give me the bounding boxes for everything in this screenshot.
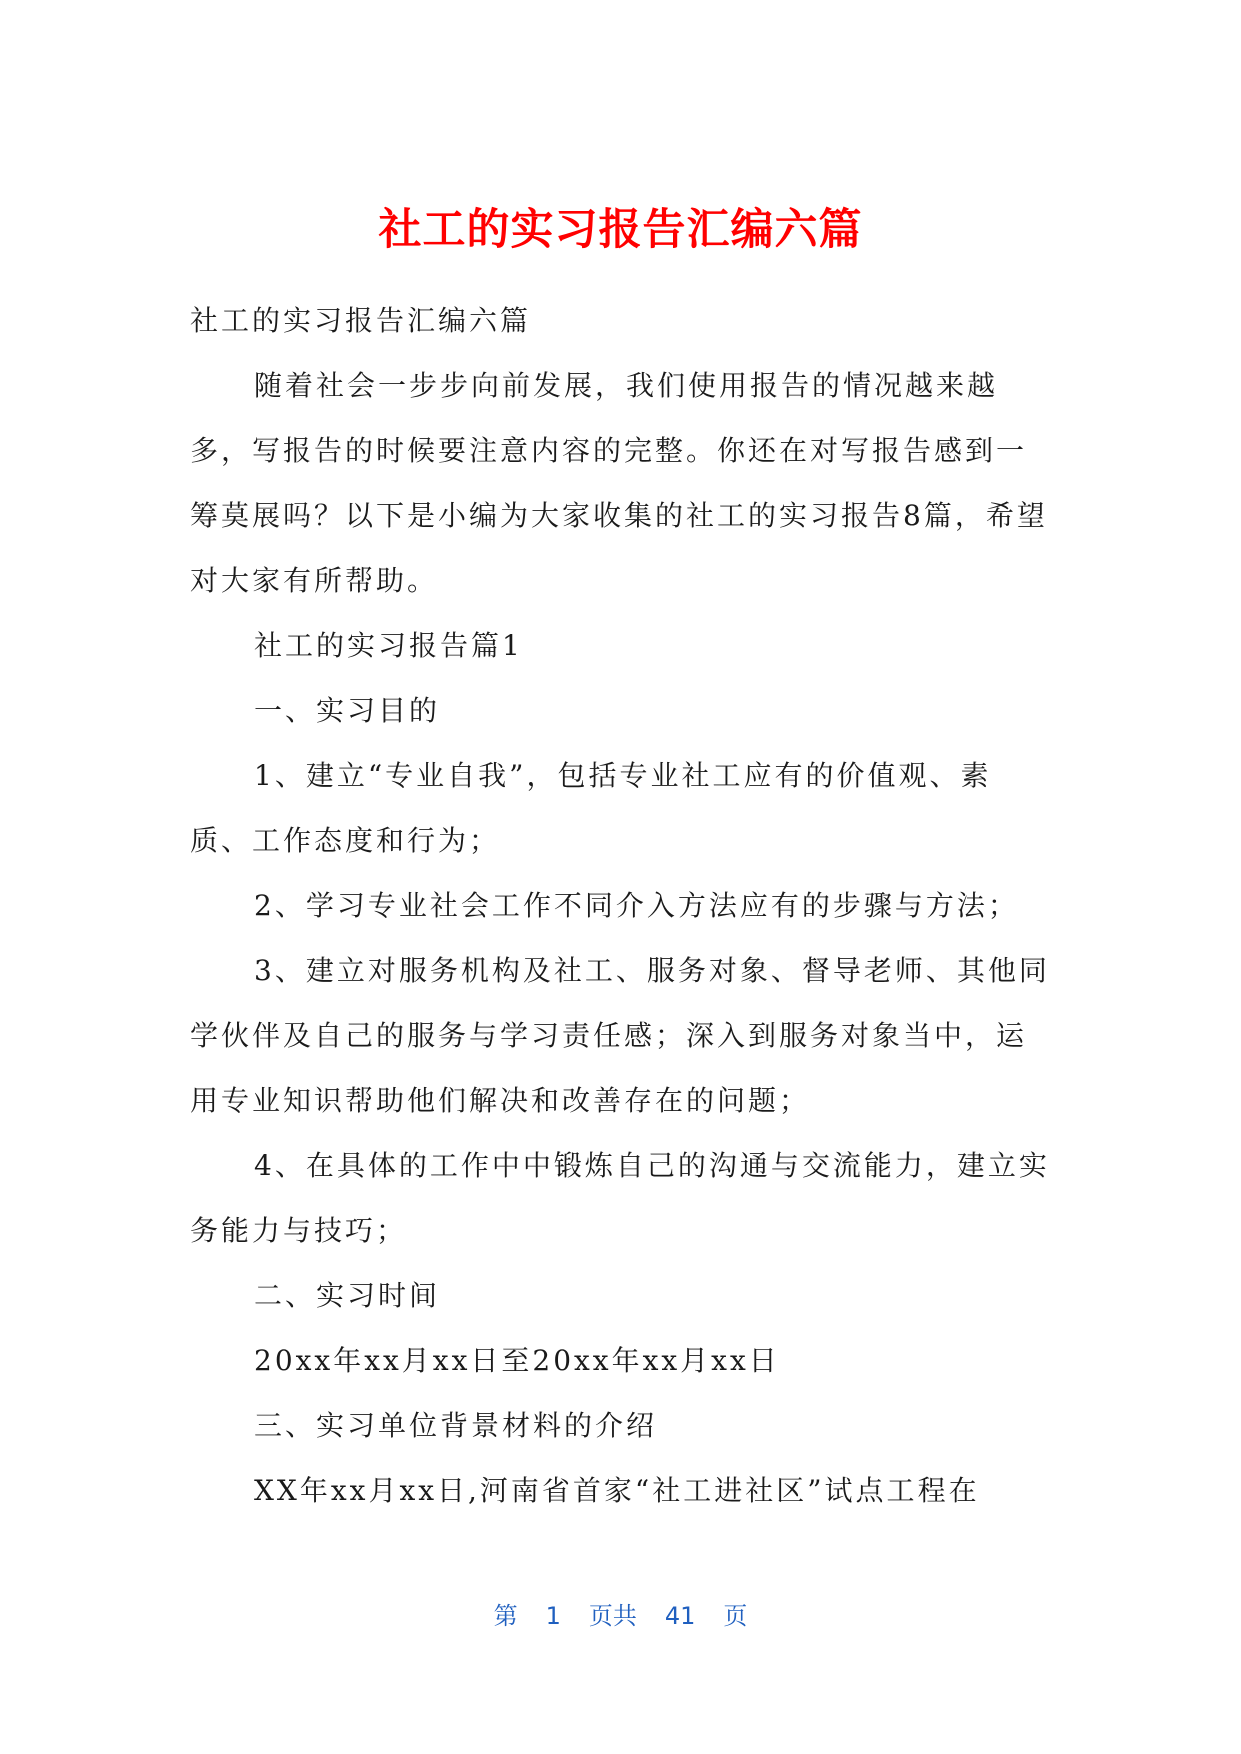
list-item-purpose-4: 4、在具体的工作中中锻炼自己的沟通与交流能力，建立实务能力与技巧；: [190, 1149, 1050, 1247]
list-item-purpose-1: 1、建立“专业自我”，包括专业社工应有的价值观、素质、工作态度和行为；: [190, 759, 992, 857]
list-item-purpose-2: 2、学习专业社会工作不同介入方法应有的步骤与方法；: [254, 889, 1019, 922]
paragraph-intro: 随着社会一步步向前发展，我们使用报告的情况越来越多，写报告的时候要注意内容的完整。你还在对写报告感到一筹莫展吗？以下是小编为大家收集的社工的实习报告8篇，希望对大家有所帮助。: [190, 369, 1048, 597]
footer-current-page: 1: [545, 1602, 561, 1630]
footer-total-pages: 41: [664, 1602, 696, 1630]
footer-prefix: 第: [493, 1602, 518, 1630]
section-heading-report-1: 社工的实习报告篇1: [254, 629, 523, 662]
paragraph-background: XX年xx月xx日,河南省首家“社工进社区”试点工程在: [254, 1474, 980, 1507]
document-body: [190, 288, 1052, 1523]
page-footer: [0, 1598, 1241, 1634]
paragraph-subtitle: 社工的实习报告汇编六篇: [190, 304, 532, 337]
section-heading-background: 三、实习单位背景材料的介绍: [254, 1409, 658, 1442]
document-title: 社工的实习报告汇编六篇: [378, 205, 863, 255]
paragraph-time-range: 20xx年xx月xx日至20xx年xx月xx日: [254, 1344, 780, 1377]
list-item-purpose-3: 3、建立对服务机构及社工、服务对象、督导老师、其他同学伙伴及自己的服务与学习责任感；深入到服务对象当中，运用专业知识帮助他们解决和改善存在的问题；: [190, 954, 1050, 1117]
footer-middle: 页共: [588, 1602, 637, 1630]
section-heading-purpose: 一、实习目的: [254, 694, 441, 727]
section-heading-time: 二、实习时间: [254, 1279, 441, 1312]
footer-suffix: 页: [723, 1602, 748, 1630]
